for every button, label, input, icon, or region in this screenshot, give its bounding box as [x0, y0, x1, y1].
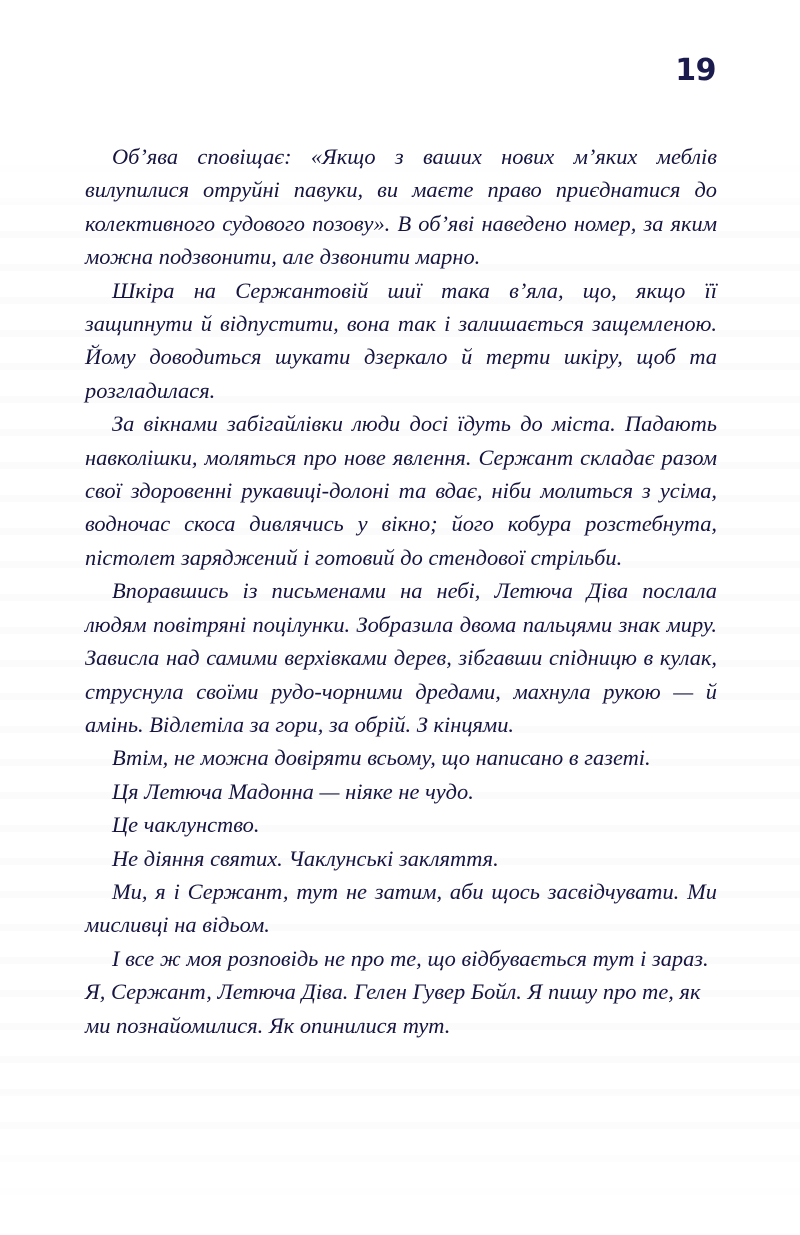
paragraph: За вікнами забігайлівки люди досі їдуть до міста. Падають навколішки, моляться про нове явлення. Сержант складає разом свої здоровенні рукавиці-долоні та вдає, ніби молиться з усіма, водночас скоса дивлячись у вікно; його кобура розстебнута, пістолет заряджений і готовий до стендової стрільби.: [85, 411, 717, 570]
paragraph: Ця Летюча Мадонна — ніяке не чудо.: [112, 778, 474, 804]
page-number: 19: [675, 53, 716, 88]
paragraph: Ми, я і Сержант, тут не затим, аби щось засвідчувати. Ми мисливці на відьом.: [85, 878, 717, 938]
paragraph: Об’ява сповіщає: «Якщо з ваших нових м’яких меблів вилупилися отруйні павуки, ви маєте право приєднатися до колективного судового позову». В об’яві наведено номер, за яким можна подзвонити, але дзвонити марно.: [85, 144, 717, 270]
body-text-block: [85, 140, 717, 1042]
paragraph: Втім, не можна довіряти всьому, що написано в газеті.: [112, 745, 651, 771]
paragraph: Не діяння святих. Чаклунські закляття.: [112, 845, 499, 871]
paragraph: Це чаклунство.: [112, 812, 260, 838]
paragraph: Впоравшись із письменами на небі, Летюча Діва послала людям повітряні поцілунки. Зобразила двома пальцями знак миру. Зависла над самими верхівками дерев, зібгавши спідницю в кулак, струснула своїми рудо-чорними дредами, махнула рукою — й амінь. Відлетіла за гори, за обрій. З кінцями.: [85, 578, 717, 737]
paragraph: І все ж моя розповідь не про те, що відбувається тут і зараз. Я, Сержант, Летюча Діва. Гелен Гувер Бойл. Я пишу про те, як ми познайомилися. Як опинилися тут.: [85, 945, 709, 1038]
paragraph: Шкіра на Сержантовій шиї така в’яла, що, якщо її защипнути й відпустити, вона так і залишається защемленою. Йому доводиться шукати дзеркало й терти шкіру, щоб та розгладилася.: [85, 277, 717, 403]
